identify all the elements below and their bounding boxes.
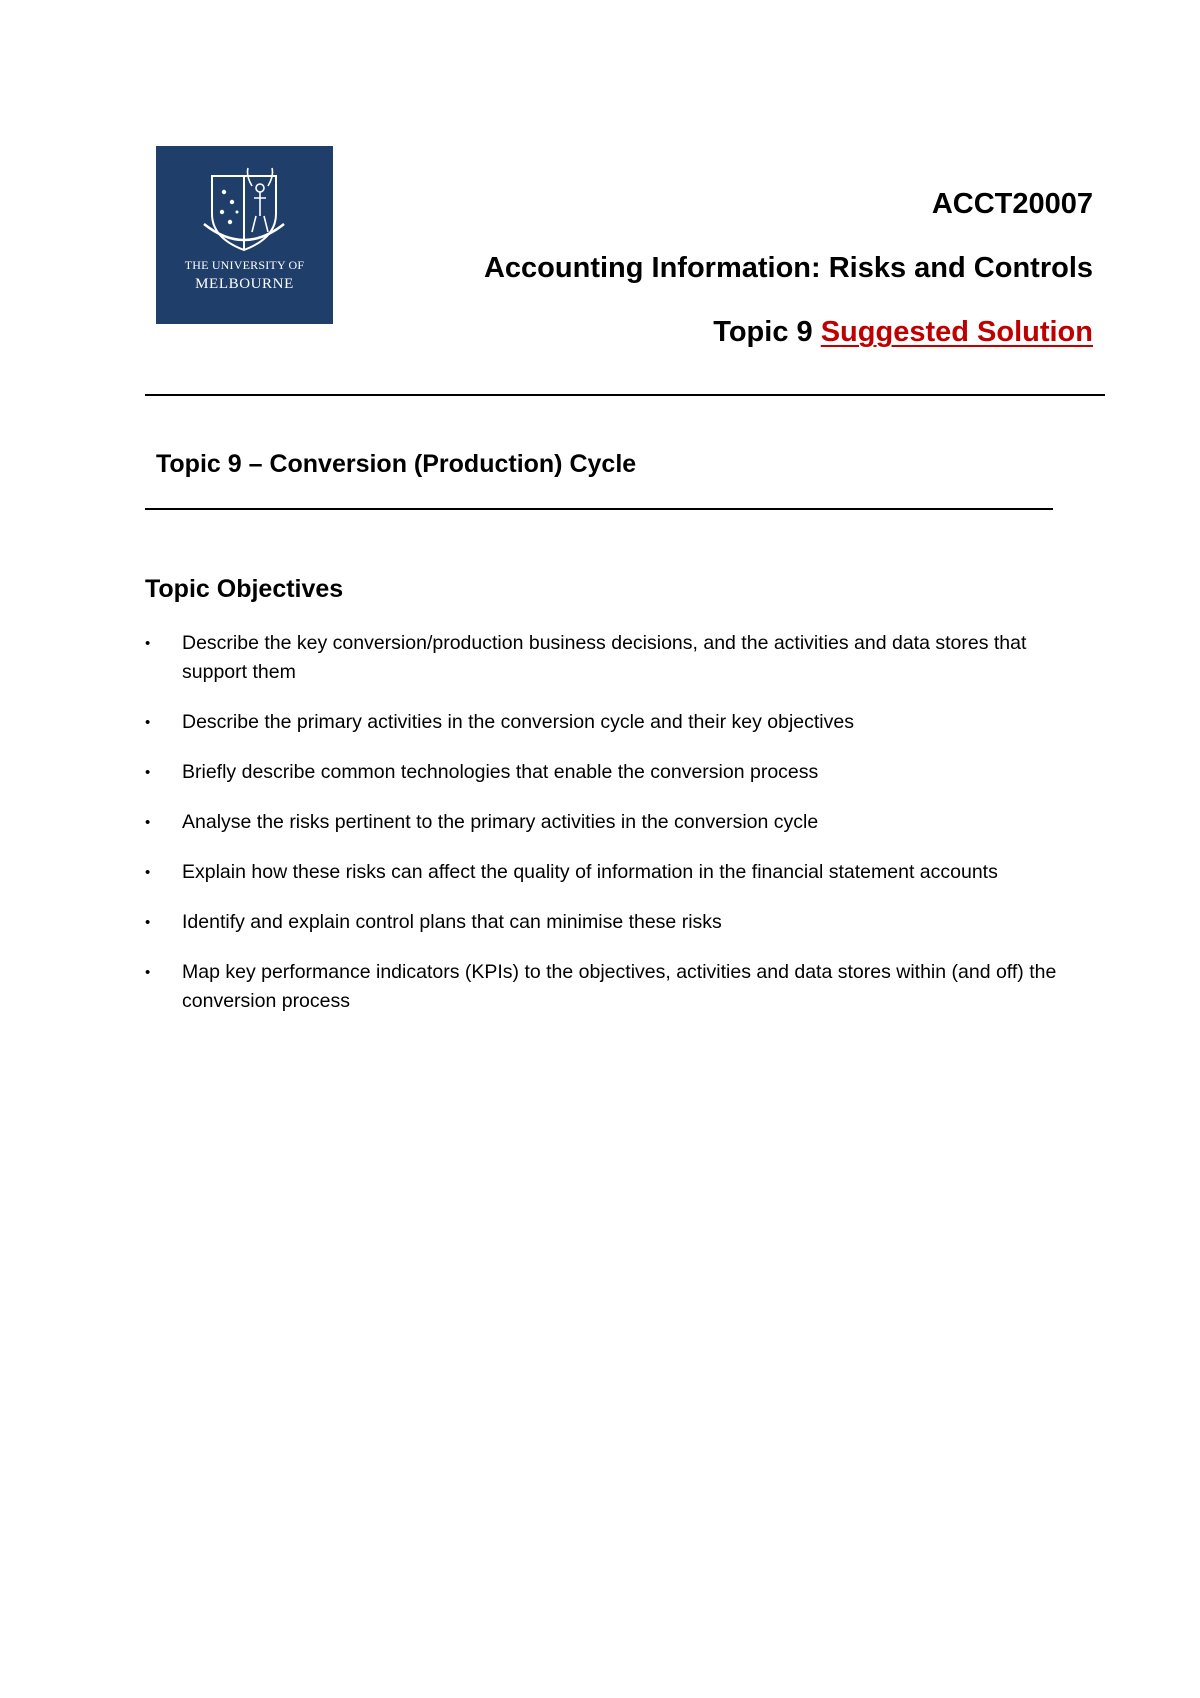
list-item: [145, 858, 1070, 887]
list-item-text: Map key performance indicators (KPIs) to the objectives, activities and data stores within (and off) the conversion process: [182, 961, 1057, 1012]
bullet-icon: •: [145, 964, 151, 981]
header-divider: [145, 394, 1105, 396]
university-logo: [156, 146, 333, 324]
list-item: [145, 958, 1070, 1016]
list-item-text: Describe the primary activities in the conversion cycle and their key objectives: [182, 711, 854, 733]
section-divider: [145, 508, 1053, 510]
list-item-text: Describe the key conversion/production business decisions, and the activities and data stores that support them: [182, 632, 1027, 683]
bullet-icon: •: [145, 764, 151, 781]
university-crest-icon: [156, 146, 333, 324]
bullet-icon: •: [145, 635, 151, 652]
course-code: ACCT20007: [931, 188, 1093, 220]
objectives-heading: Topic Objectives: [145, 575, 344, 603]
list-item-text: Explain how these risks can affect the quality of information in the financial statement accounts: [182, 861, 998, 883]
list-item: [145, 758, 1070, 787]
list-item: [145, 629, 1070, 687]
bullet-icon: •: [145, 814, 151, 831]
logo-text-line1: THE UNIVERSITY OF: [184, 258, 305, 272]
list-item-text: Identify and explain control plans that can minimise these risks: [182, 911, 722, 933]
suggested-solution-label: Suggested Solution: [820, 316, 1093, 348]
list-item: [145, 708, 1070, 737]
logo-text-line2: MELBOURNE: [195, 276, 294, 292]
list-item-text: Analyse the risks pertinent to the primary activities in the conversion cycle: [182, 811, 819, 833]
course-title: Accounting Information: Risks and Controls: [483, 252, 1093, 284]
section-heading: Topic 9 – Conversion (Production) Cycle: [156, 450, 637, 478]
bullet-icon: •: [145, 714, 151, 731]
bullet-icon: •: [145, 864, 151, 881]
document-topic: [713, 316, 1093, 349]
topic-prefix: Topic 9: [713, 316, 813, 348]
objectives-list: [145, 629, 1070, 1037]
list-item: [145, 908, 1070, 937]
bullet-icon: •: [145, 914, 151, 931]
list-item-text: Briefly describe common technologies that enable the conversion process: [182, 761, 819, 783]
list-item: [145, 808, 1070, 837]
